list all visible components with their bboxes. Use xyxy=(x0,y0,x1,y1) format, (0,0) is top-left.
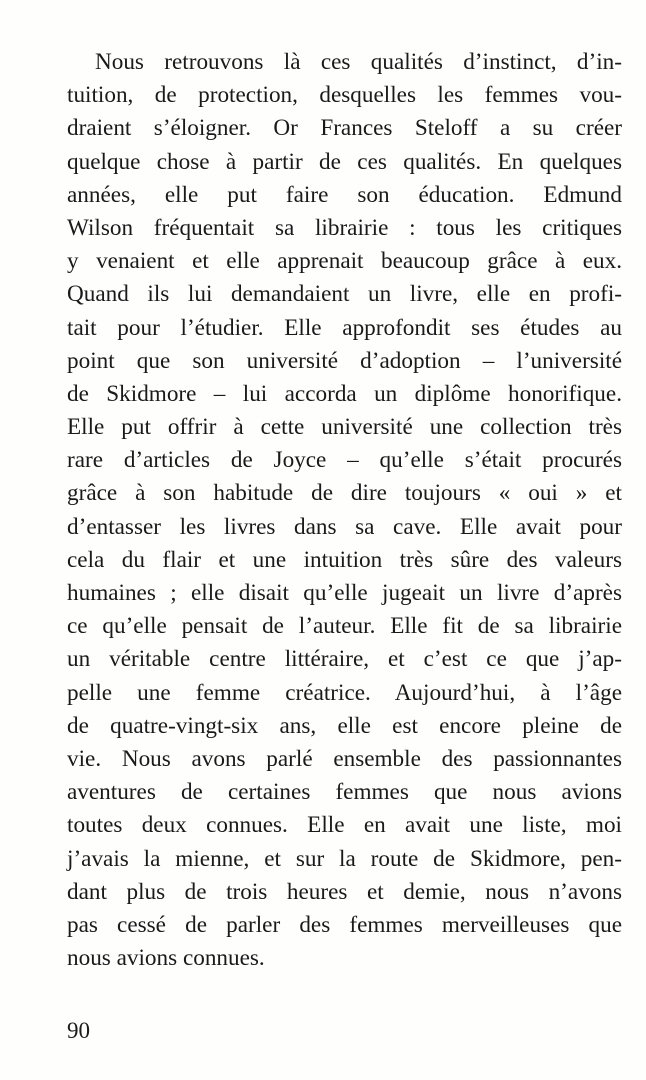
text-line: tait pour l’étudier. Elle approfondit ses études au xyxy=(67,314,622,341)
text-line: de quatre-vingt-six ans, elle est encore pleine de xyxy=(67,712,622,739)
text-line: années, elle put faire son éducation. Edmund xyxy=(67,181,622,208)
text-line: tuition, de protection, desquelles les femmes vou- xyxy=(67,82,622,109)
text-line: draient s’éloigner. Or Frances Steloff a su créer xyxy=(67,115,622,142)
text-line: ce qu’elle pensait de l’auteur. Elle fit de sa librairie xyxy=(67,613,622,640)
text-line: de Skidmore – lui accorda un diplôme honorifique. xyxy=(67,380,622,407)
text-line: nous avions connues. xyxy=(67,945,265,972)
text-line: toutes deux connues. Elle en avait une liste, moi xyxy=(67,812,622,839)
text-line: Nous retrouvons là ces qualités d’instinct, d’in- xyxy=(95,49,622,75)
text-line: Elle put offrir à cette université une collection très xyxy=(67,414,622,441)
text-line: cela du flair et une intuition très sûre des valeurs xyxy=(67,546,622,573)
text-line: y venaient et elle apprenait beaucoup grâce à eux. xyxy=(67,248,622,275)
text-line: d’entasser les livres dans sa cave. Elle avait pour xyxy=(67,513,622,540)
text-line: dant plus de trois heures et demie, nous n’avons xyxy=(67,878,622,905)
body-paragraph xyxy=(67,46,622,975)
text-line: pas cessé de parler des femmes merveilleuses que xyxy=(67,911,622,938)
text-line: grâce à son habitude de dire toujours « oui » et xyxy=(67,480,622,507)
text-line: humaines ; elle disait qu’elle jugeait un livre d’après xyxy=(67,580,622,606)
text-line: un véritable centre littéraire, et c’est ce que j’ap- xyxy=(67,646,622,673)
text-line: point que son université d’adoption – l’université xyxy=(67,347,622,374)
text-line: Quand ils lui demandaient un livre, elle en profi- xyxy=(67,281,622,308)
text-line: vie. Nous avons parlé ensemble des passionnantes xyxy=(67,745,622,772)
text-line: j’avais la mienne, et sur la route de Skidmore, pen- xyxy=(67,845,622,872)
text-line: pelle une femme créatrice. Aujourd’hui, à l’âge xyxy=(67,679,622,706)
text-line: rare d’articles de Joyce – qu’elle s’était procurés xyxy=(67,447,622,474)
text-line: aventures de certaines femmes que nous avions xyxy=(67,779,622,806)
text-line: quelque chose à partir de ces qualités. En quelques xyxy=(67,148,622,175)
page-number: 90 xyxy=(67,1018,90,1043)
text-line: Wilson fréquentait sa librairie : tous les critiques xyxy=(67,214,622,241)
